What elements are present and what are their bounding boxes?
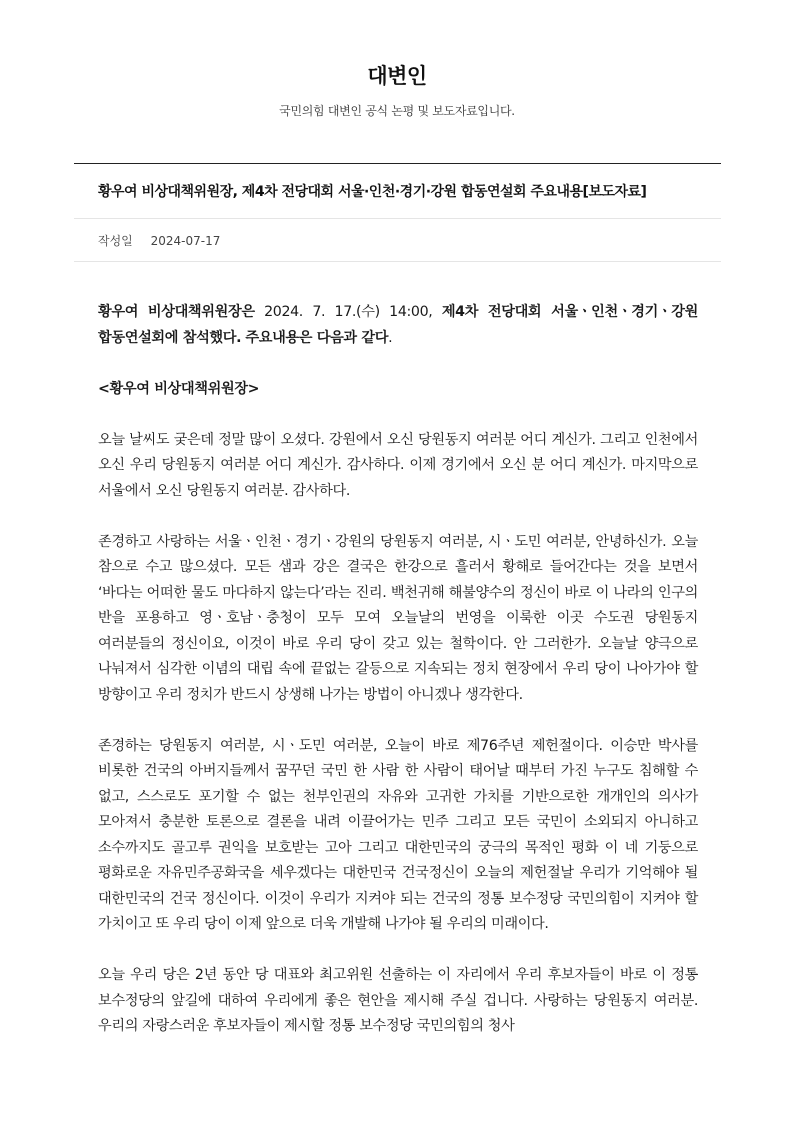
speaker-heading: <황우여 비상대책위원장> bbox=[98, 380, 260, 397]
meta-divider bbox=[74, 261, 721, 262]
post-meta bbox=[98, 232, 220, 249]
intro-subject: 황우여 비상대책위원장은 bbox=[98, 304, 255, 320]
header-divider bbox=[74, 163, 721, 164]
paragraph: 존경하는 당원동지 여러분, 시ㆍ도민 여러분, 오늘이 바로 제76주년 제헌절이다. 이승만 박사를 비롯한 건국의 아버지들께서 꿈꾸던 국민 한 사람 한 사람이 태어날 때부터 가진 누구도 침해할 수 없고, 스스로도 포기할 수 없는 천부인권의 자유와 고귀한 가치를 기반으로한 개개인의 의사가 모아져서 충분한 토론으로 결론을 내려 이끌어가는 민주 그리고 모든 국민이 소외되지 아니하고 소수까지도 골고루 권익을 보호받는 고아 그리고 대한민국의 궁극의 목적인 평화 이 네 기둥으로 평화로운 자유민주공화국을 세우겠다는 대한민국 건국정신이 오늘의 제헌절날 우리가 기억해야 될 대한민국의 건국 정신이다. 이것이 우리가 지켜야 되는 건국의 정통 보수정당 국민의힘이 지켜야 할 가치이고 또 우리 당이 이제 앞으로 더욱 개발해 나가야 될 우리의 미래이다. bbox=[98, 737, 698, 932]
article-intro: 황우여 비상대책위원장은 2024. 7. 17.(수) 14:00, 제4차 전당대회 서울ㆍ인천ㆍ경기ㆍ강원 합동연설회에 참석했다. 주요내용은 다음과 같다. bbox=[98, 304, 698, 346]
paragraph: 존경하고 사랑하는 서울ㆍ인천ㆍ경기ㆍ강원의 당원동지 여러분, 시ㆍ도민 여러분, 안녕하신가. 오늘 참으로 수고 많으셨다. 모든 샘과 강은 결국은 한강으로 흘러서 황해로 들어간다는 것을 보면서 ‘바다는 어떠한 물도 마다하지 않는다’라는 진리. 백천귀해 해불양수의 정신이 바로 이 나라의 인구의 반을 포용하고 영ㆍ호남ㆍ충청이 모두 모여 오늘날의 번영을 이룩한 이곳 수도권 당원동지 여러분들의 정신이요, 이것이 바로 우리 당이 갖고 있는 철학이다. 안 그러한가. 오늘날 양극으로 나눠져서 심각한 이념의 대립 속에 끝없는 갈등으로 지속되는 정치 현장에서 우리 당이 나아가야 할 방향이고 우리 정치가 반드시 상생해 나가는 방법이 아니겠나 생각한다. bbox=[98, 533, 698, 703]
intro-datetime: 2024. 7. 17.(수) 14:00, bbox=[254, 304, 442, 320]
post-date: 2024-07-17 bbox=[150, 234, 221, 248]
site-title: 대변인 bbox=[367, 64, 427, 88]
date-label: 작성일 bbox=[98, 234, 133, 248]
intro-event: 제4차 전당대회 서울ㆍ인천ㆍ경기ㆍ강원 합동연설회에 참석했다. bbox=[98, 304, 698, 346]
site-subtitle: 국민의힘 대변인 공식 논평 및 보도자료입니다. bbox=[279, 104, 515, 118]
article-body bbox=[98, 300, 698, 1065]
paragraph: 오늘 날씨도 궂은데 정말 많이 오셨다. 강원에서 오신 당원동지 여러분 어디 계신가. 그리고 인천에서 오신 우리 당원동지 여러분 어디 계신가. 감사하다. 이제 경기에서 오신 분 어디 계신가. 마지막으로 서울에서 오신 당원동지 여러분. 감사하다. bbox=[98, 431, 698, 499]
paragraph: 오늘 우리 당은 2년 동안 당 대표와 최고위원 선출하는 이 자리에서 우리 후보자들이 바로 이 정통 보수정당의 앞길에 대하여 우리에게 좋은 현안을 제시해 주실 겁니다. 사랑하는 당원동지 여러분. 우리의 자랑스러운 후보자들이 제시할 정통 보수정당 국민의힘의 청사 bbox=[98, 967, 698, 1034]
intro-summary: 주요내용은 다음과 같다 bbox=[245, 329, 389, 346]
post-title: 황우여 비상대책위원장, 제4차 전당대회 서울·인천·경기·강원 합동연설회 주요내용[보도자료] bbox=[98, 184, 647, 200]
title-divider bbox=[74, 218, 721, 219]
